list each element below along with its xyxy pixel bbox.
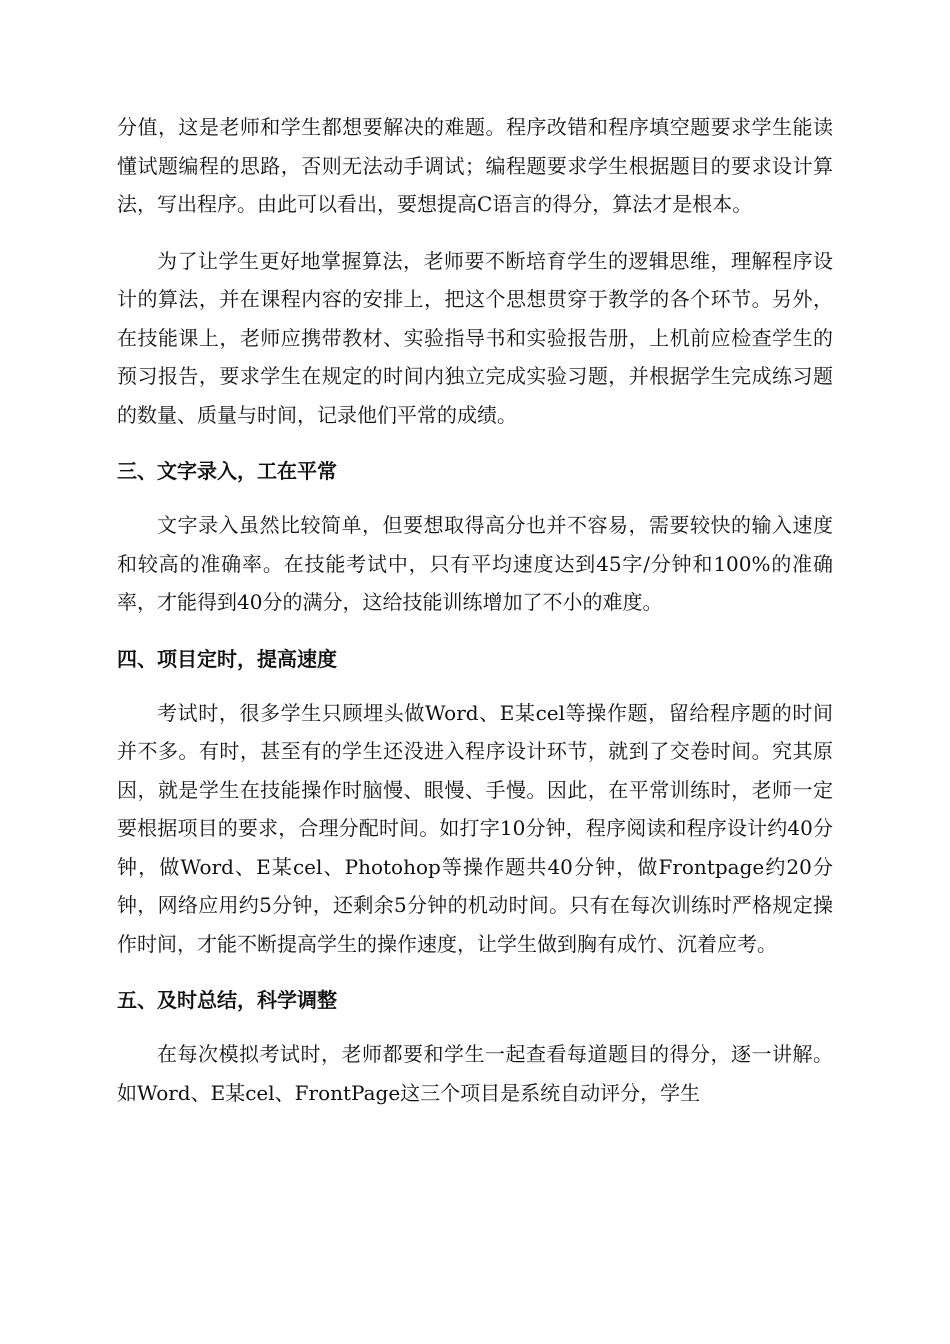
section-heading-3: 三、文字录入，工在平常 (117, 459, 337, 483)
section-heading-4: 四、项目定时，提高速度 (117, 646, 337, 671)
paragraph-time-management: 考试时，很多学生只顾埋头做Word、E某cel等操作题，留给程序题的时间并不多。有时，甚至有的学生还没进入程序设计环节，就到了交卷时间。究其原因，就是学生在技能操作时脑慢、眼慢、手慢。因此，在平常训练时，老师一定要根据项目的要求，合理分配时间。如打字10分钟，程序阅读和程序设计约40分钟，做Word、E某cel、Photohop等操作题共40分钟，做Frontpage约20分钟，网络应用约5分钟，还剩余5分钟的机动时间。只有在每次训练时严格规定操作时间，才能不断提高学生的操作速度，让学生做到胸有成竹、沉着应考。 (117, 700, 833, 956)
paragraph-algorithm-teaching: 为了让学生更好地掌握算法，老师要不断培育学生的逻辑思维，理解程序设计的算法，并在课程内容的安排上，把这个思想贯穿于教学的各个环节。另外，在技能课上，老师应携带教材、实验指导书和实验报告册，上机前应检查学生的预习报告，要求学生在规定的时间内独立完成实验习题，并根据学生完成练习题的数量、质量与时间，记录他们平常的成绩。 (117, 248, 833, 427)
document-page (117, 108, 833, 1130)
paragraph-review: 在每次模拟考试时，老师都要和学生一起查看每道题目的得分，逐一讲解。如Word、E某cel、FrontPage这三个项目是系统自动评分，学生 (117, 1042, 833, 1105)
paragraph-text-entry: 文字录入虽然比较简单，但要想取得高分也并不容易，需要较快的输入速度和较高的准确率。在技能考试中，只有平均速度达到45字/分钟和100%的准确率，才能得到40分的满分，这给技能训练增加了不小的难度。 (117, 513, 833, 614)
paragraph-algorithm-intro: 分值，这是老师和学生都想要解决的难题。程序改错和程序填空题要求学生能读懂试题编程的思路，否则无法动手调试；编程题要求学生根据题目的要求设计算法，写出程序。由此可以看出，要想提高C语言的得分，算法才是根本。 (117, 115, 833, 216)
section-heading-5: 五、及时总结，科学调整 (117, 988, 337, 1012)
